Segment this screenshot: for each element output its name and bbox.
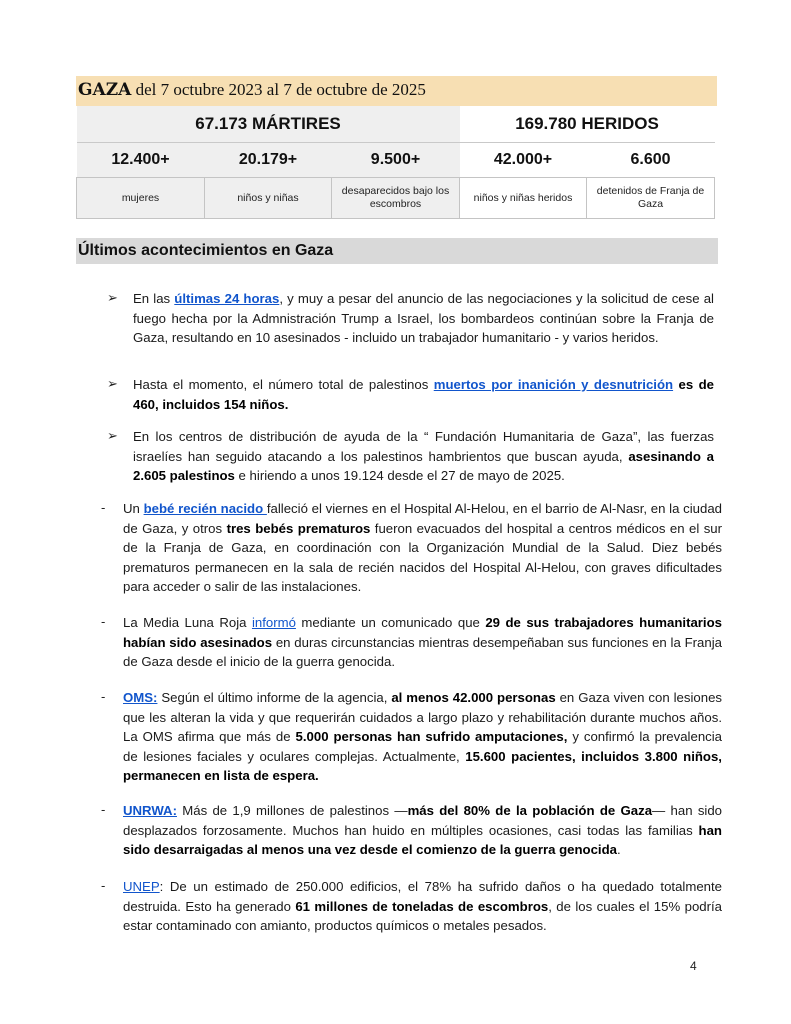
list-item: La Media Luna Roja informó mediante un comunicado que 29 de sus trabajadores humanitarios habían sido asesinados en duras circunstancias mientras desempeñaban sus funciones en la Franja de Gaza desde el inicio de la guerra genocida. — [123, 615, 722, 670]
stat-number: 9.500+ — [332, 143, 460, 178]
page-number: 4 — [690, 959, 697, 973]
link-ultimas-24-horas[interactable]: últimas 24 horas — [174, 291, 280, 306]
labels-row — [77, 178, 715, 219]
link-muertos-inanicion[interactable]: muertos por inanición y desnutrición — [433, 377, 674, 392]
section-heading: Últimos acontecimientos en Gaza — [76, 238, 718, 264]
list-item: OMS: Según el último informe de la agencia, al menos 42.000 personas en Gaza viven con lesiones que les alteran la vida y que requerirán cuidados a largo plazo y rehabilitación durante muchos años. La OMS afirma que más de 5.000 personas han sufrido amputaciones, y confirmó la prevalencia de lesiones faciales y oculares complejas. Actualmente, 15.600 pacientes, incluidos 3.800 niños, permanecen en lista de espera. — [123, 690, 723, 784]
link-bebe-recien-nacido[interactable]: bebé recién nacido — [143, 501, 267, 516]
stat-number: 20.179+ — [205, 143, 332, 178]
dash-bullet-icon: - — [101, 802, 106, 817]
dash-bullet-icon: - — [101, 878, 106, 893]
dash-bullet-icon: - — [101, 500, 106, 515]
stat-label: desaparecidos bajo los escombros — [332, 178, 460, 219]
stat-label: detenidos de Franja de Gaza — [587, 178, 715, 219]
totals-row — [77, 106, 715, 143]
title-date-range: del 7 octubre 2023 al 7 de octubre de 2025 — [131, 80, 426, 99]
stat-number: 42.000+ — [460, 143, 587, 178]
stats-table — [76, 106, 715, 219]
list-item: Hasta el momento, el número total de palestinos muertos por inanición y desnutrición es de 460, incluidos 154 niños. — [133, 377, 714, 412]
numbers-row — [77, 143, 715, 178]
link-informo[interactable]: informó — [251, 615, 296, 630]
list-item: En las últimas 24 horas, y muy a pesar del anuncio de las negociaciones y la solicitud de cese al fuego hecha por la Admnistración Trump a Israel, los bombardeos continúan sobre la Franja de Gaza, resultando en 10 asesinados - incluido un trabajador humanitario - y varios heridos. — [133, 291, 714, 346]
arrow-bullet-icon: ➢ — [107, 290, 118, 305]
stat-number: 12.400+ — [77, 143, 205, 178]
link-oms[interactable]: OMS: — [123, 690, 158, 705]
stat-label: mujeres — [77, 178, 205, 219]
stat-label: niños y niñas — [205, 178, 332, 219]
arrow-bullet-icon: ➢ — [107, 376, 118, 391]
link-unrwa[interactable]: UNRWA: — [123, 803, 177, 818]
list-item: En los centros de distribución de ayuda de la “ Fundación Humanitaria de Gaza”, las fuerzas israelíes han seguido atacando a los palestinos hambrientos que buscan ayuda, asesinando a 2.605 palestinos e hiriendo a unos 19.124 desde el 27 de mayo de 2025. — [133, 429, 714, 484]
dash-bullet-icon: - — [101, 614, 106, 629]
stat-number: 6.600 — [587, 143, 715, 178]
title-band — [76, 76, 717, 106]
title-gaza: GAZA — [78, 80, 132, 100]
list-item: UNRWA: Más de 1,9 millones de palestinos —más del 80% de la población de Gaza— han sido desplazados forzosamente. Muchos han huido en múltiples ocasiones, casi todas las familias han sido desarraigadas al menos una vez desde el comienzo de la guerra genocida. — [123, 803, 723, 858]
link-unep[interactable]: UNEP — [123, 879, 160, 894]
injured-total: 169.780 HERIDOS — [460, 106, 715, 143]
stat-label: niños y niñas heridos — [460, 178, 587, 219]
dash-bullet-icon: - — [101, 689, 106, 704]
list-item: Un bebé recién nacido falleció el viernes en el Hospital Al-Helou, en el barrio de Al-Nasr, en la ciudad de Gaza, y otros tres bebés prematuros fueron evacuados del hospital a centros médicos en el sur de la Franja de Gaza, en coordinación con la Organización Mundial de la Salud. Diez bebés prematuros permanecen en la sala de recién nacidos del Hospital Al-Helou, con graves dificultades para acceder o salir de las instalaciones. — [123, 501, 723, 595]
arrow-bullet-icon: ➢ — [107, 428, 118, 443]
list-item: UNEP: De un estimado de 250.000 edificios, el 78% ha sufrido daños o ha quedado totalmente destruida. Esto ha generado 61 millones de toneladas de escombros, de los cuales el 15% podría estar contaminado con amianto, productos químicos o metales pesados. — [123, 879, 723, 934]
martyrs-total: 67.173 MÁRTIRES — [77, 106, 460, 143]
